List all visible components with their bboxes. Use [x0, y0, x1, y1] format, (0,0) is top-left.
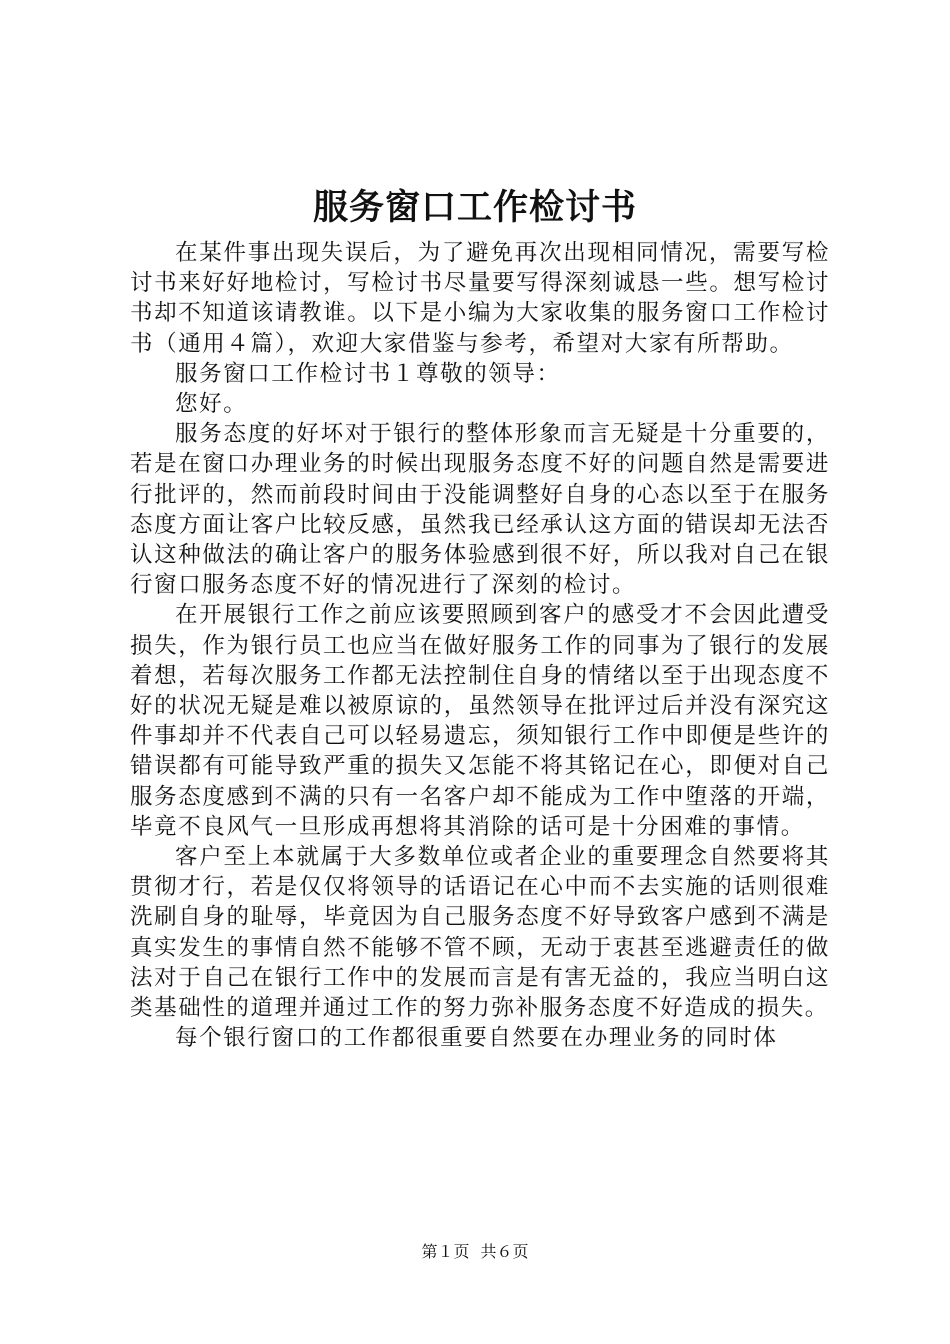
paragraph-salutation: 服务窗口工作检讨书１尊敬的领导： — [175, 360, 561, 387]
document-title: 服务窗口工作检讨书 — [312, 187, 637, 228]
paragraph-body-3: 客户至上本就属于大多数单位或者企业的重要理念自然要将其贯彻才行，若是仅仅将领导的话语记在心中而不去实施的话则很难洗刷自身的耻辱，毕竟因为自己服务态度不好导致客户感到不满是真实发生的事情自然不能够不管不顾，无动于衷甚至逃避责任的做法对于自己在银行工作中的发展而言是有害无益的，我应当明白这类基础性的道理并通过工作的努力弥补服务态度不好造成的损失。 — [130, 844, 830, 1022]
paragraph-body-2: 在开展银行工作之前应该要照顾到客户的感受才不会因此遭受损失，作为银行员工也应当在做好服务工作的同事为了银行的发展着想，若每次服务工作都无法控制住自身的情绪以至于出现态度不好的状况无疑是难以被原谅的，虽然领导在批评过后并没有深究这件事却并不代表自己可以轻易遗忘，须知银行工作中即便是些许的错误都有可能导致严重的损失又怎能不将其铭记在心，即便对自己服务态度感到不满的只有一名客户却不能成为工作中堕落的开端，毕竟不良风气一旦形成再想将其消除的话可是十分困难的事情。 — [130, 602, 830, 840]
paragraph-intro: 在某件事出现失误后，为了避免再次出现相同情况，需要写检讨书来好好地检讨，写检讨书尽量要写得深刻诚恳一些。想写检讨书却不知道该请教谁。以下是小编为大家收集的服务窗口工作检讨书（通用４篇），欢迎大家借鉴与参考，希望对大家有所帮助。 — [130, 240, 830, 357]
document-body — [130, 238, 830, 1053]
paragraph-greeting: 您好。 — [175, 391, 248, 418]
page-number: 第１页 — [421, 1242, 470, 1261]
page-total: 共６页 — [480, 1242, 529, 1261]
paragraph-body-1: 服务态度的好坏对于银行的整体形象而言无疑是十分重要的，若是在窗口办理业务的时候出现服务态度不好的问题自然是需要进行批评的，然而前段时间由于没能调整好自身的心态以至于在服务态度方面让客户比较反感，虽然我已经承认这方面的错误却无法否认这种做法的确让客户的服务体验感到很不好，所以我对自己在银行窗口服务态度不好的情况进行了深刻的检讨。 — [130, 421, 830, 599]
page-footer — [0, 1242, 950, 1262]
paragraph-body-4: 每个银行窗口的工作都很重要自然要在办理业务的同时体 — [175, 1025, 778, 1052]
